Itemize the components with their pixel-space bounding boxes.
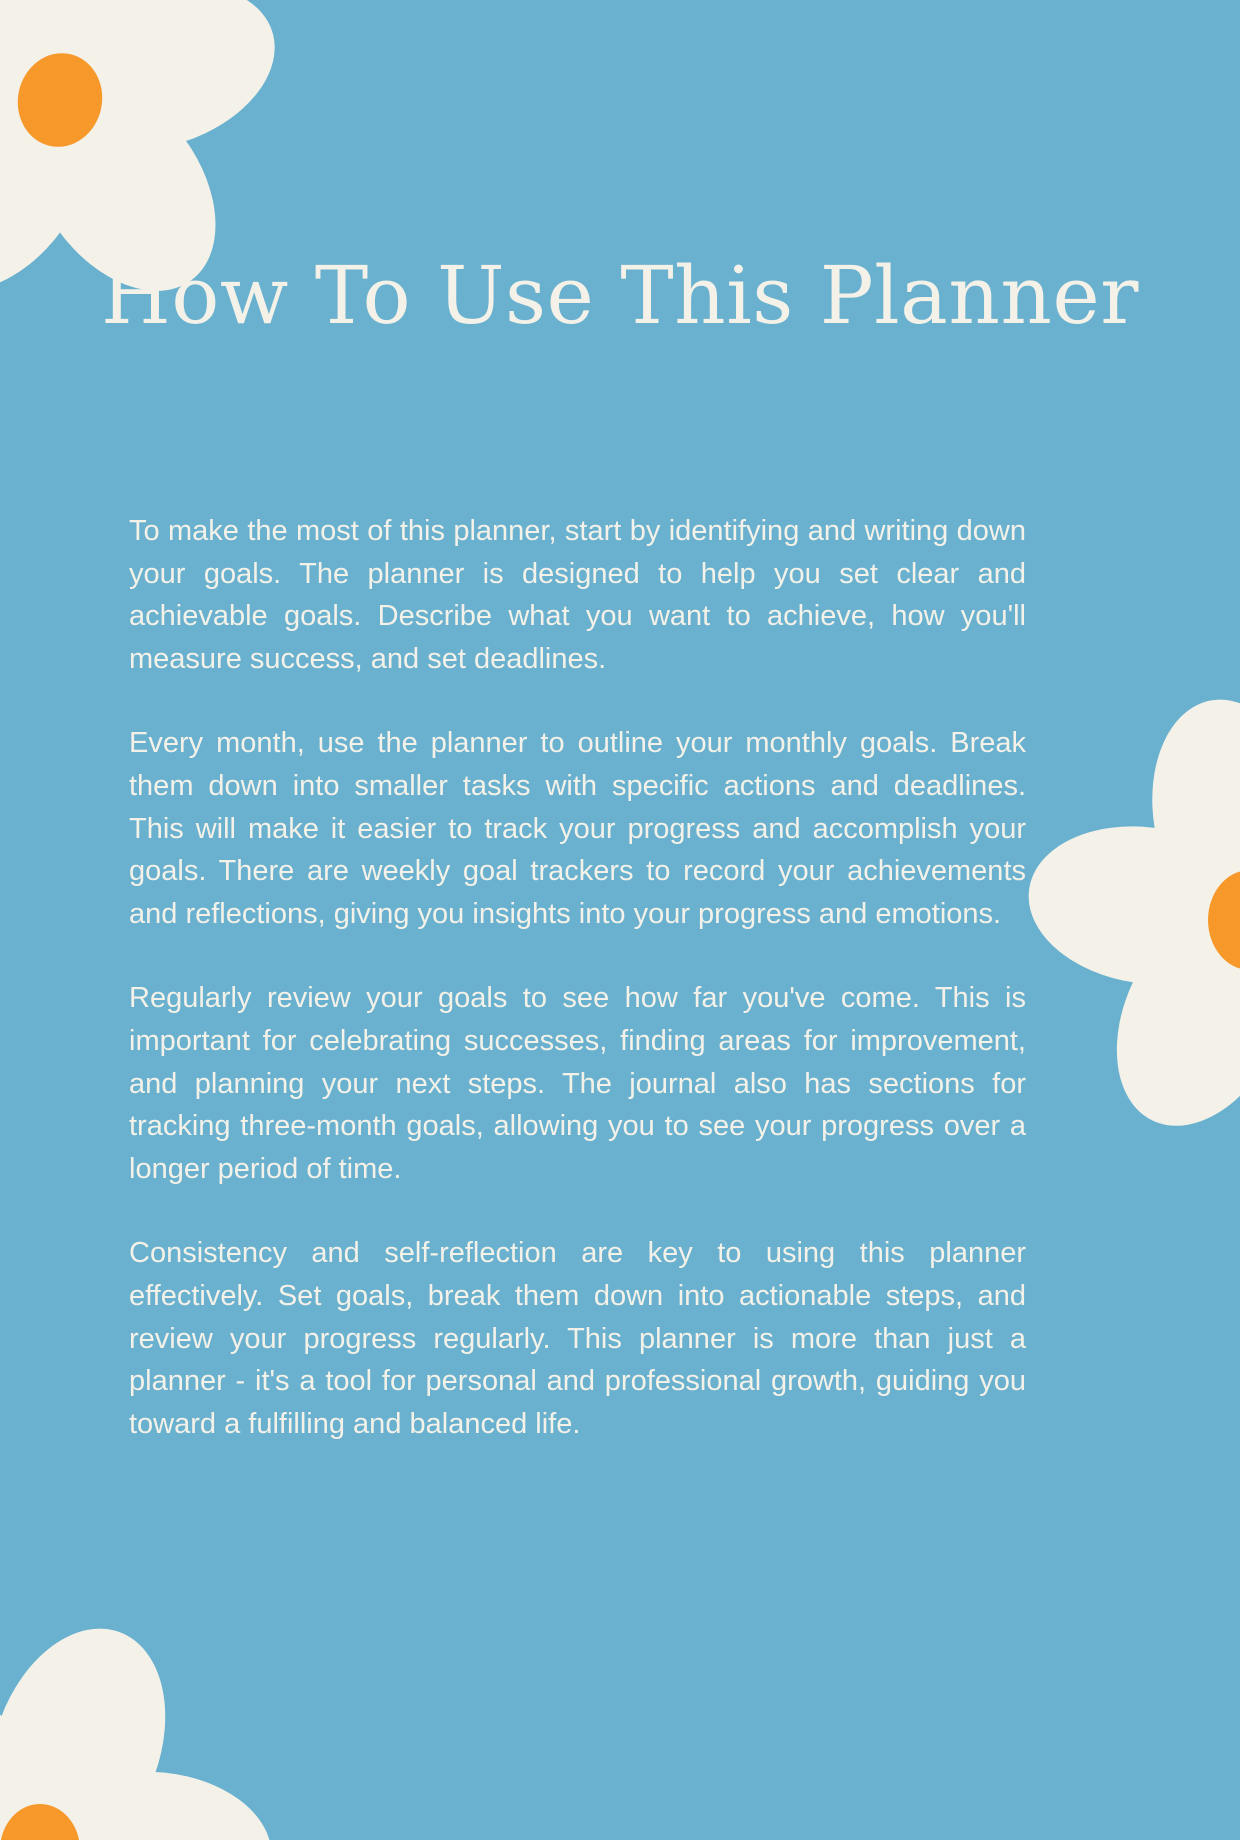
paragraph-monthly: Every month, use the planner to outline your monthly goals. Break them down into smaller tasks with specific actions and deadlines. This will make it easier to track your progress and accomplish your goals. There are weekly goal trackers to record your achievements and reflections, giving you insights into your progress and emotions. [129, 727, 1026, 930]
flower-icon [1030, 700, 1240, 1140]
page-title: How To Use This Planner [100, 249, 1140, 342]
paragraph-review: Regularly review your goals to see how far you've come. This is important for celebrating successes, finding areas for improvement, and planning your next steps. The journal also has sections for tracking three-month goals, allowing you to see your progress over a longer period of time. [129, 982, 1026, 1185]
flower-icon [0, 1620, 270, 1840]
instructions-body [129, 510, 1026, 1487]
paragraph-goals: To make the most of this planner, start by identifying and writing down your goals. The planner is designed to help you set clear and achievable goals. Describe what you want to achieve, how you'll measure success, and set deadlines. [129, 515, 1026, 675]
paragraph-consistency: Consistency and self-reflection are key to using this planner effectively. Set goals, break them down into actionable steps, and review your progress regularly. This planner is more than just a planner - it's a tool for personal and professional growth, guiding you toward a fulfilling and balanced life. [129, 1237, 1026, 1440]
